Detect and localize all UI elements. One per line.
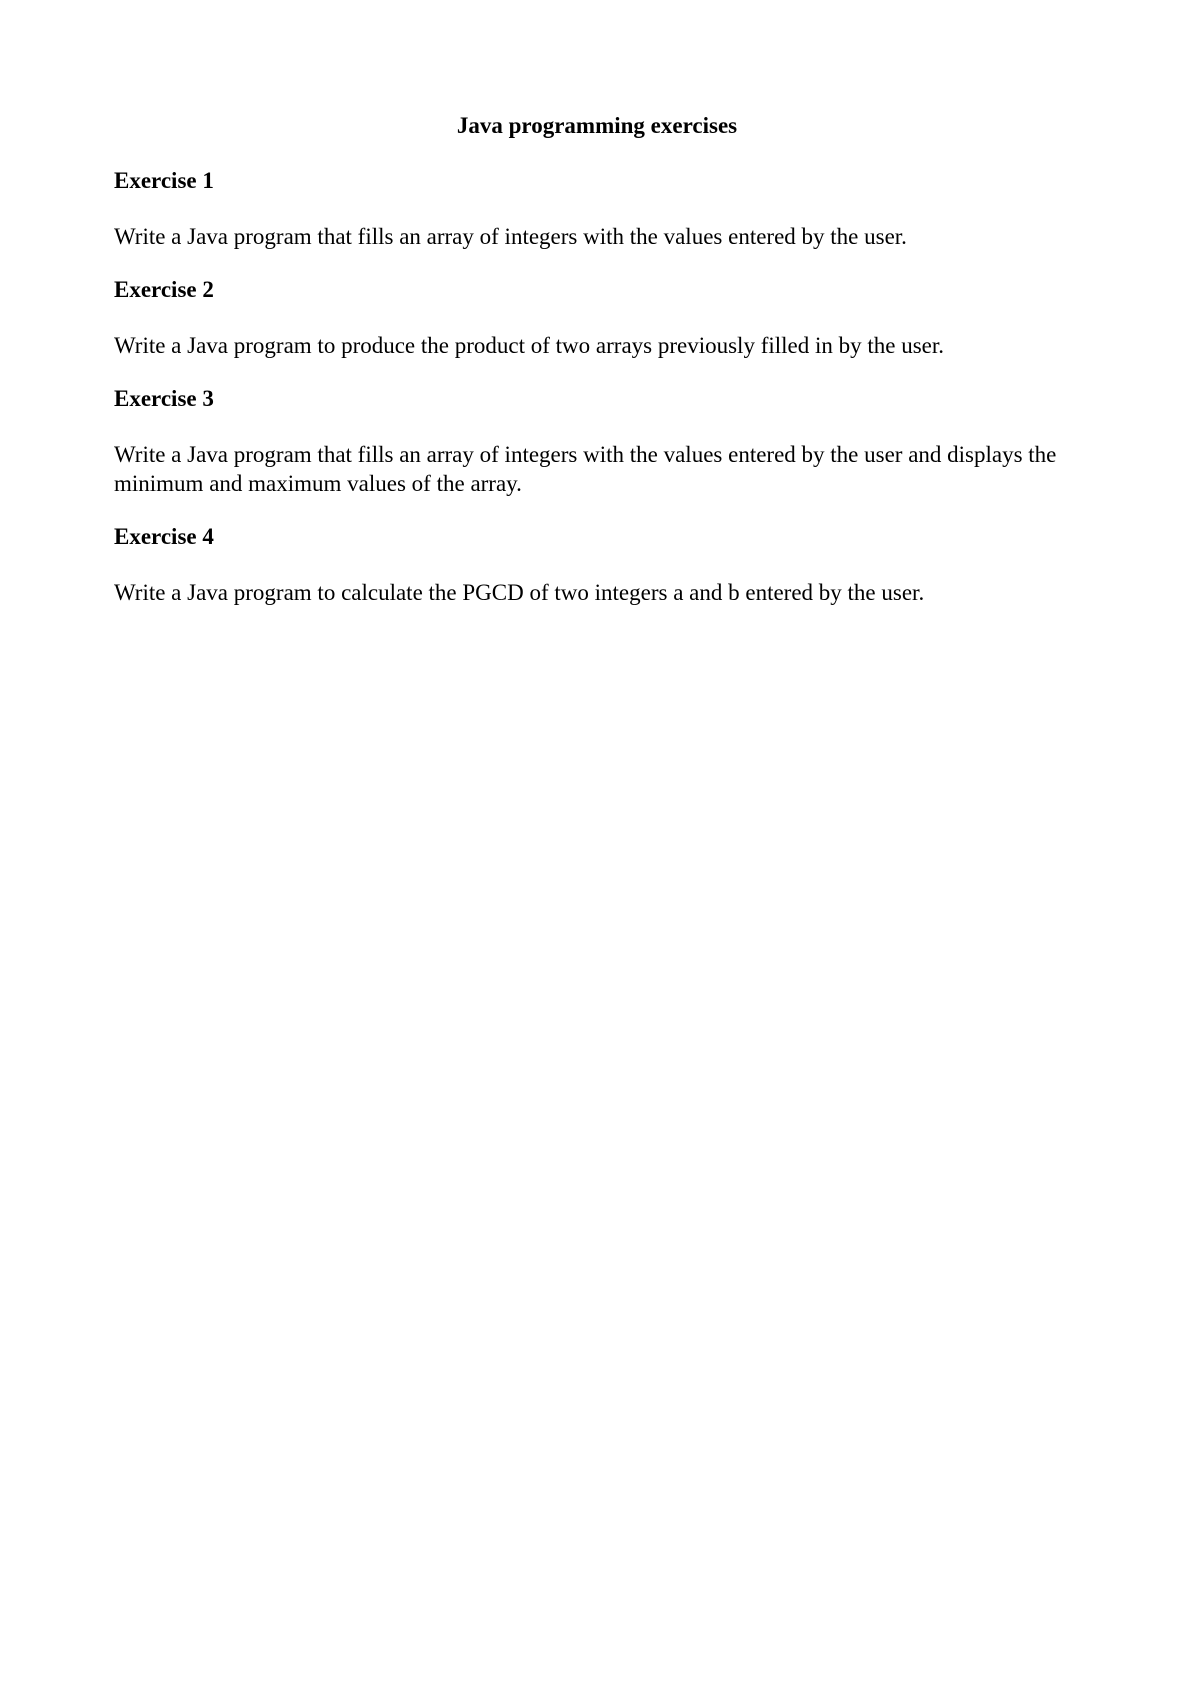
exercise-3-text: Write a Java program that fills an array of integers with the values entered by the user and displays the minimum and maximum values of the array.	[114, 442, 1057, 496]
exercise-2-heading: Exercise 2	[114, 277, 214, 302]
exercise-2	[114, 276, 1080, 360]
document-content	[114, 112, 1080, 632]
exercise-1	[114, 167, 1080, 251]
exercise-3-heading: Exercise 3	[114, 386, 214, 411]
exercise-4-heading: Exercise 4	[114, 524, 214, 549]
exercise-2-text: Write a Java program to produce the product of two arrays previously filled in by the user.	[114, 333, 945, 358]
exercise-1-heading: Exercise 1	[114, 168, 214, 193]
exercise-4	[114, 523, 1080, 607]
exercise-3	[114, 385, 1080, 498]
document-title: Java programming exercises	[456, 113, 738, 138]
exercise-4-text: Write a Java program to calculate the PGCD of two integers a and b entered by the user.	[114, 580, 925, 605]
exercise-1-text: Write a Java program that fills an array of integers with the values entered by the user.	[114, 224, 907, 249]
